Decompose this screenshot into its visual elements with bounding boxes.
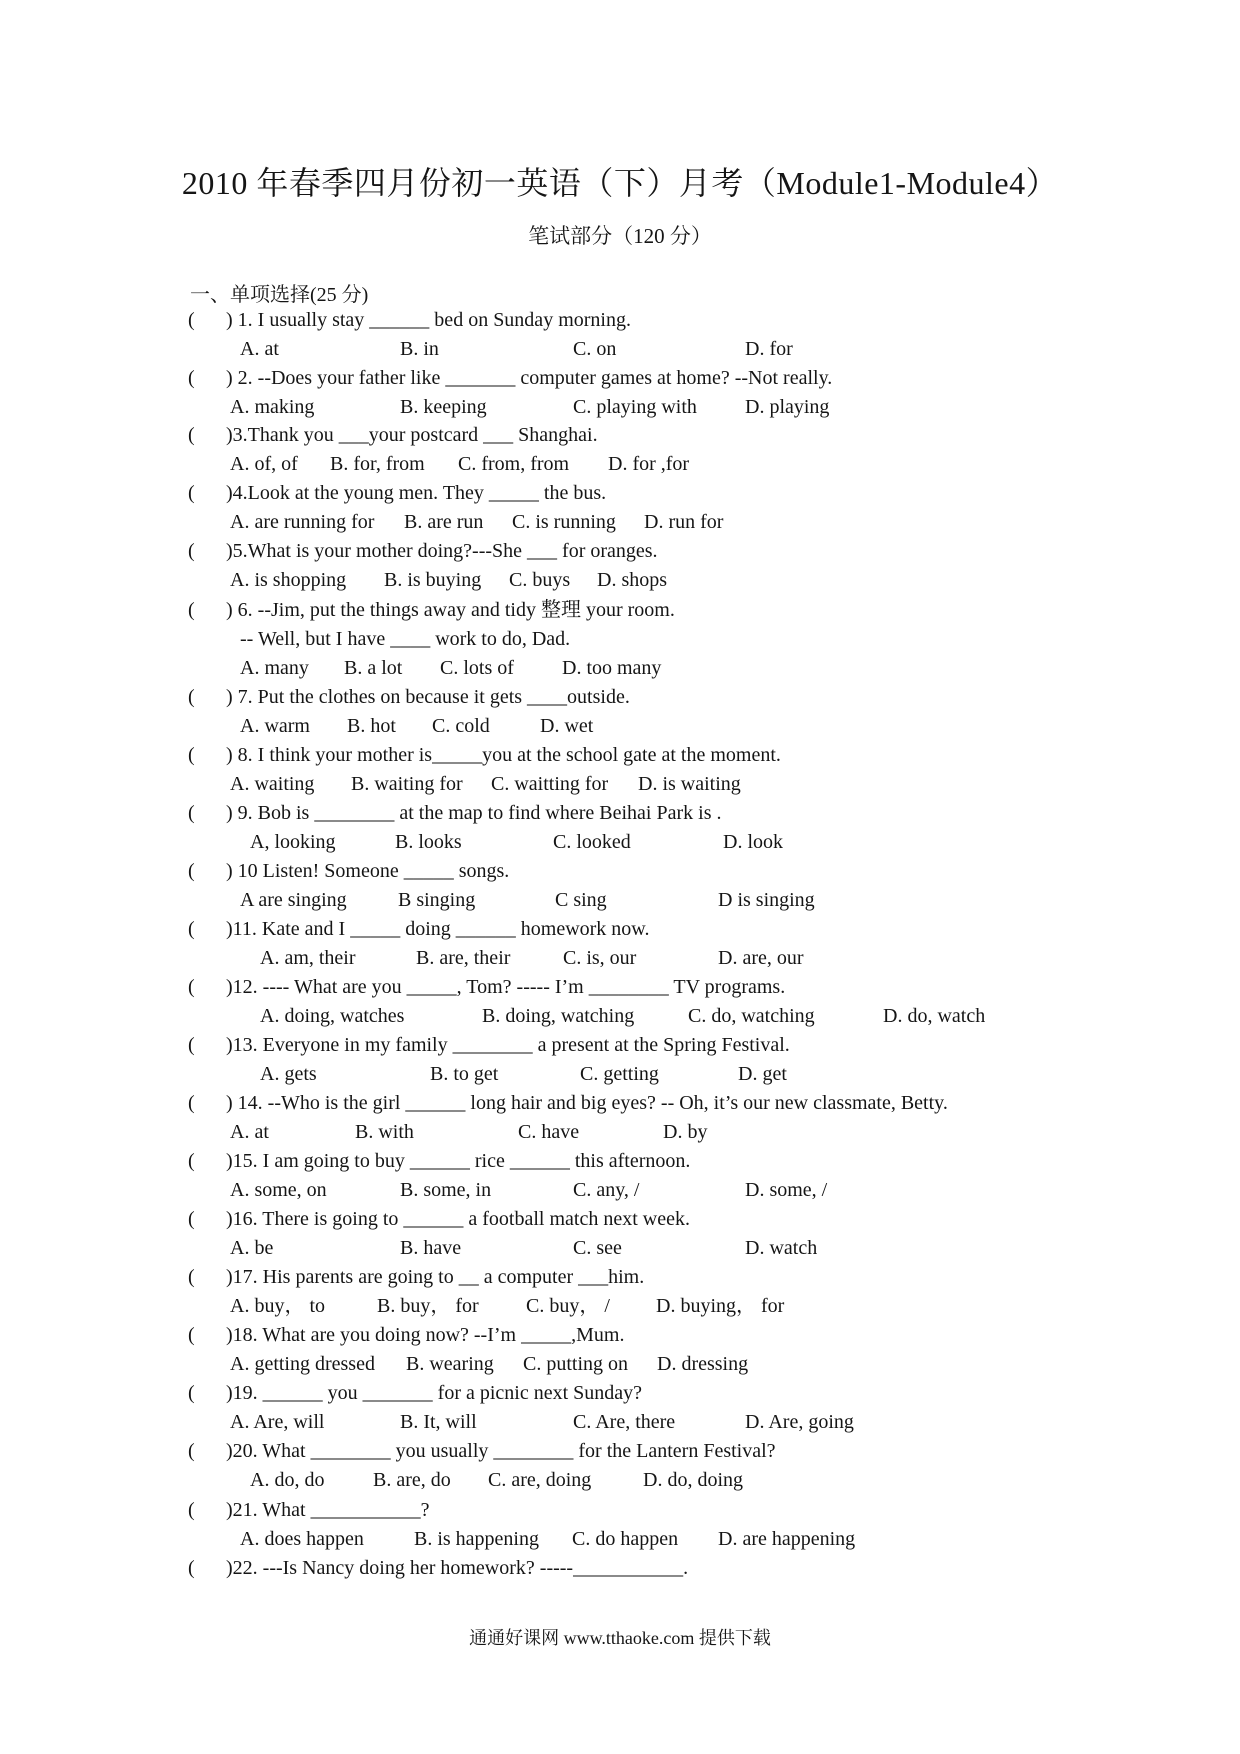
- answer-option: A. waiting: [230, 773, 315, 795]
- answer-option: D. Are, going: [745, 1411, 854, 1433]
- answer-bracket: (: [188, 744, 195, 766]
- answer-option: C. cold: [432, 715, 490, 737]
- answer-option: A. does happen: [240, 1528, 364, 1550]
- answer-option: C. do, watching: [688, 1005, 815, 1027]
- answer-bracket: (: [188, 599, 195, 621]
- answer-option: C. do happen: [572, 1528, 679, 1550]
- answer-option: A are singing: [240, 889, 347, 911]
- answer-bracket: (: [188, 686, 195, 708]
- answer-option: A. making: [230, 396, 315, 418]
- answer-bracket: (: [188, 424, 195, 446]
- answer-option: B. doing, watching: [482, 1005, 635, 1027]
- answer-option: A. warm: [240, 715, 310, 737]
- answer-option: D. buying， for: [656, 1295, 785, 1317]
- answer-option: C. are, doing: [488, 1469, 592, 1491]
- answer-bracket: (: [188, 540, 195, 562]
- answer-bracket: (: [188, 309, 195, 331]
- answer-option: B. are, their: [416, 947, 511, 969]
- answer-option: D. get: [738, 1063, 787, 1085]
- page-subtitle: 笔试部分（120 分）: [528, 224, 712, 248]
- answer-option: D. are, our: [718, 947, 804, 969]
- answer-option: B. are, do: [373, 1469, 451, 1491]
- answer-option: B. looks: [395, 831, 462, 853]
- answer-option: C. is, our: [563, 947, 637, 969]
- answer-option: C. putting on: [523, 1353, 629, 1375]
- question-text: )3.Thank you ___your postcard ___ Shanghai.: [226, 424, 598, 446]
- answer-option: A. gets: [260, 1063, 317, 1085]
- answer-option: C. waitting for: [491, 773, 609, 795]
- question-text: )19. ______ you _______ for a picnic next Sunday?: [226, 1382, 643, 1404]
- answer-option: C sing: [555, 889, 607, 911]
- answer-option: A. at: [240, 338, 279, 360]
- answer-option: C. getting: [580, 1063, 659, 1085]
- answer-option: B. for, from: [330, 453, 425, 475]
- answer-option: D. shops: [597, 569, 668, 591]
- section-heading: 一、单项选择(25 分): [190, 284, 369, 306]
- answer-option: C. looked: [553, 831, 631, 853]
- question-text: ) 14. --Who is the girl ______ long hair and big eyes? -- Oh, it’s our new classmate, Betty.: [226, 1092, 948, 1114]
- answer-option: A. at: [230, 1121, 269, 1143]
- answer-option: B. hot: [347, 715, 396, 737]
- answer-option: B. is buying: [384, 569, 482, 591]
- answer-option: A. buy， to: [230, 1295, 325, 1317]
- answer-option: B. in: [400, 338, 439, 360]
- answer-option: B. have: [400, 1237, 462, 1259]
- answer-option: B. buy， for: [377, 1295, 479, 1317]
- answer-option: B. wearing: [406, 1353, 494, 1375]
- answer-option: C. from, from: [458, 453, 570, 475]
- answer-option: C. lots of: [440, 657, 514, 679]
- question-text: )13. Everyone in my family ________ a present at the Spring Festival.: [226, 1034, 790, 1056]
- question-text: )18. What are you doing now? --I’m _____,Mum.: [226, 1324, 625, 1346]
- question-text: ) 6. --Jim, put the things away and tidy 整理 your room.: [226, 599, 675, 621]
- answer-option: C. buy， /: [526, 1295, 610, 1317]
- answer-option: D. are happening: [718, 1528, 856, 1550]
- answer-option: B. is happening: [414, 1528, 539, 1550]
- answer-bracket: (: [188, 1092, 195, 1114]
- answer-option: B. keeping: [400, 396, 487, 418]
- question-text: ) 7. Put the clothes on because it gets ____outside.: [226, 686, 630, 708]
- answer-option: D. some, /: [745, 1179, 828, 1201]
- page-title: 2010 年春季四月份初一英语（下）月考（Module1-Module4）: [181, 165, 1059, 201]
- answer-option: B. a lot: [344, 657, 403, 679]
- answer-option: D. dressing: [657, 1353, 749, 1375]
- answer-option: A. Are, will: [230, 1411, 325, 1433]
- answer-bracket: (: [188, 976, 195, 998]
- question-text: )22. ---Is Nancy doing her homework? -----___________.: [226, 1557, 689, 1579]
- question-text: ) 2. --Does your father like _______ computer games at home? --Not really.: [226, 367, 833, 389]
- question-text: ) 10 Listen! Someone _____ songs.: [226, 860, 510, 882]
- question-text: )4.Look at the young men. They _____ the bus.: [226, 482, 607, 504]
- question-text: )21. What ___________?: [226, 1499, 430, 1521]
- answer-option: A. getting dressed: [230, 1353, 375, 1375]
- footer-text: 通通好课网 www.tthaoke.com 提供下载: [469, 1628, 771, 1648]
- question-text: ) 8. I think your mother is_____you at the school gate at the moment.: [226, 744, 781, 766]
- answer-option: D. by: [663, 1121, 708, 1143]
- answer-option: D. do, doing: [643, 1469, 743, 1491]
- answer-option: D. too many: [562, 657, 662, 679]
- answer-option: A. some, on: [230, 1179, 327, 1201]
- question-text: ) 1. I usually stay ______ bed on Sunday morning.: [226, 309, 631, 331]
- question-text: )5.What is your mother doing?---She ___ for oranges.: [226, 540, 658, 562]
- answer-bracket: (: [188, 1266, 195, 1288]
- answer-option: C. Are, there: [573, 1411, 676, 1433]
- answer-bracket: (: [188, 860, 195, 882]
- question-text: )16. There is going to ______ a football match next week.: [226, 1208, 690, 1230]
- answer-bracket: (: [188, 1382, 195, 1404]
- answer-option: B. with: [355, 1121, 414, 1143]
- question-text: )20. What ________ you usually ________ for the Lantern Festival?: [226, 1440, 776, 1462]
- answer-option: D. playing: [745, 396, 830, 418]
- answer-option: A. be: [230, 1237, 274, 1259]
- answer-option: A. is shopping: [230, 569, 347, 591]
- answer-option: B. are run: [404, 511, 484, 533]
- answer-option: B. waiting for: [351, 773, 463, 795]
- answer-option: D. for: [745, 338, 793, 360]
- question-followup-text: -- Well, but I have ____ work to do, Dad.: [240, 628, 571, 650]
- answer-bracket: (: [188, 1499, 195, 1521]
- answer-bracket: (: [188, 367, 195, 389]
- answer-bracket: (: [188, 1150, 195, 1172]
- question-text: ) 9. Bob is ________ at the map to find where Beihai Park is .: [226, 802, 722, 824]
- answer-bracket: (: [188, 1440, 195, 1462]
- answer-bracket: (: [188, 1034, 195, 1056]
- answer-option: A, looking: [250, 831, 336, 853]
- answer-option: D. wet: [540, 715, 594, 737]
- answer-bracket: (: [188, 918, 195, 940]
- answer-bracket: (: [188, 482, 195, 504]
- question-text: )17. His parents are going to __ a computer ___him.: [226, 1266, 645, 1288]
- answer-option: C. is running: [512, 511, 616, 533]
- answer-option: C. playing with: [573, 396, 697, 418]
- answer-option: D. do, watch: [883, 1005, 986, 1027]
- answer-option: A. are running for: [230, 511, 375, 533]
- answer-bracket: (: [188, 1557, 195, 1579]
- answer-option: C. buys: [509, 569, 571, 591]
- answer-option: D is singing: [718, 889, 815, 911]
- question-text: )12. ---- What are you _____, Tom? ----- I’m ________ TV programs.: [226, 976, 786, 998]
- answer-bracket: (: [188, 802, 195, 824]
- answer-option: D. run for: [644, 511, 724, 533]
- answer-option: A. doing, watches: [260, 1005, 405, 1027]
- answer-option: C. see: [573, 1237, 622, 1259]
- answer-bracket: (: [188, 1208, 195, 1230]
- answer-option: A. do, do: [250, 1469, 325, 1491]
- answer-option: B. It, will: [400, 1411, 477, 1433]
- answer-bracket: (: [188, 1324, 195, 1346]
- answer-option: B. to get: [430, 1063, 499, 1085]
- question-text: )15. I am going to buy ______ rice ______ this afternoon.: [226, 1150, 691, 1172]
- answer-option: A. of, of: [230, 453, 298, 475]
- answer-option: C. any, /: [573, 1179, 640, 1201]
- answer-option: D. for ,for: [608, 453, 690, 475]
- question-text: )11. Kate and I _____ doing ______ homework now.: [226, 918, 650, 940]
- answer-option: C. on: [573, 338, 617, 360]
- answer-option: D. watch: [745, 1237, 818, 1259]
- answer-option: C. have: [518, 1121, 580, 1143]
- answer-option: D. look: [723, 831, 783, 853]
- answer-option: D. is waiting: [638, 773, 741, 795]
- answer-option: A. many: [240, 657, 309, 679]
- answer-option: B. some, in: [400, 1179, 492, 1201]
- answer-option: A. am, their: [260, 947, 356, 969]
- answer-option: B singing: [398, 889, 476, 911]
